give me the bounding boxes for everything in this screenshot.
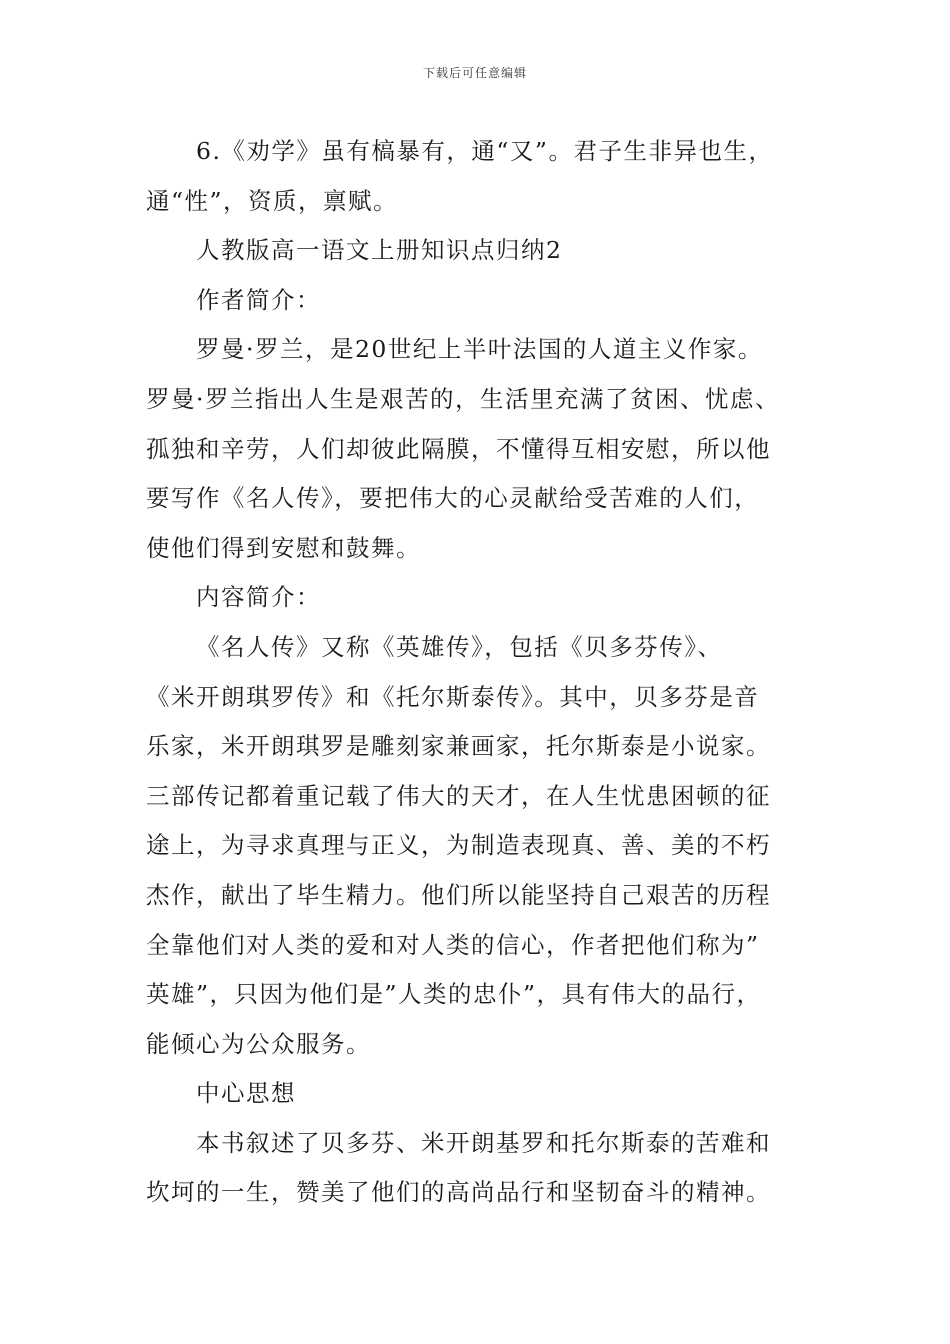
text-line: 杰作，献出了毕生精力。他们所以能坚持自己艰苦的历程 — [146, 880, 771, 909]
text-line: 要写作《名人传》，要把伟大的心灵献给受苦难的人们， — [146, 484, 760, 513]
text-line: 能倾心为公众服务。 — [146, 1029, 371, 1058]
text-line: 坎坷的一生，赞美了他们的高尚品行和坚韧奋斗的精神。 — [146, 1178, 771, 1207]
section-heading-central-idea — [146, 1069, 836, 1119]
text-line: 人教版高一语文上册知识点归纳2 — [196, 236, 563, 265]
document-body — [146, 127, 836, 1218]
text-line: 英雄”，只因为他们是”人类的忠仆”，具有伟大的品行， — [146, 980, 762, 1009]
text-line: 内容简介： — [196, 583, 321, 612]
text-line: 本书叙述了贝多芬、米开朗基罗和托尔斯泰的苦难和 — [196, 1128, 771, 1157]
text-line: 中心思想 — [196, 1079, 296, 1108]
text-line: 《米开朗琪罗传》和《托尔斯泰传》。其中，贝多芬是音 — [146, 682, 760, 711]
section-heading-content-intro — [146, 573, 836, 623]
paragraph-content-intro — [146, 623, 836, 1069]
text-line: 《名人传》又称《英雄传》，包括《贝多芬传》、 — [196, 632, 723, 661]
text-line: 使他们得到安慰和鼓舞。 — [146, 533, 421, 562]
paragraph-author-intro — [146, 325, 836, 573]
download-note: 下载后可任意编辑 — [422, 66, 527, 80]
text-line: 6.《劝学》虽有槁暴有，通“又”。君子生非异也生， — [196, 137, 774, 165]
text-line: 孤独和辛劳，人们却彼此隔膜，不懂得互相安慰，所以他 — [146, 434, 771, 463]
paragraph-central-idea — [146, 1119, 836, 1218]
text-line: 通“性”，资质，禀赋。 — [146, 186, 399, 215]
text-line: 罗曼·罗兰，是20世纪上半叶法国的人道主义作家。 — [196, 335, 763, 364]
text-line: 全靠他们对人类的爱和对人类的信心，作者把他们称为” — [146, 930, 760, 959]
section-heading-knowledge-summary — [146, 226, 836, 276]
text-line: 途上，为寻求真理与正义，为制造表现真、善、美的不朽 — [146, 831, 771, 860]
text-line: 三部传记都着重记载了伟大的天才，在人生忧患困顿的征 — [146, 781, 771, 810]
paragraph-quanxue-notes — [146, 127, 836, 226]
text-line: 乐家，米开朗琪罗是雕刻家兼画家，托尔斯泰是小说家。 — [146, 732, 771, 761]
section-heading-author-intro — [146, 276, 836, 326]
text-line: 作者简介： — [196, 285, 321, 314]
text-line: 罗曼·罗兰指出人生是艰苦的，生活里充满了贫困、忧虑、 — [146, 384, 780, 413]
